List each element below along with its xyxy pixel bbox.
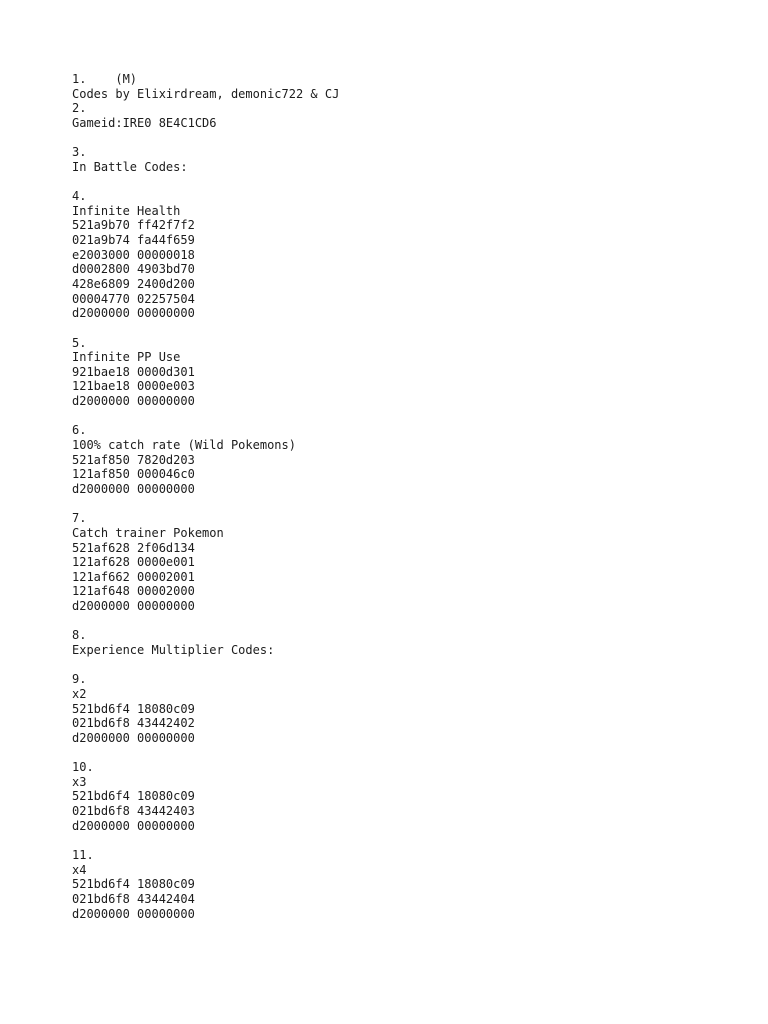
code-section xyxy=(72,145,752,189)
text-line: x2 xyxy=(72,686,87,701)
text-line: 121af648 00002000 xyxy=(72,584,195,599)
cheat-code-document xyxy=(72,72,752,921)
section-number: 4. xyxy=(72,189,87,204)
text-line: Infinite Health xyxy=(72,203,181,218)
text-line xyxy=(72,658,752,673)
text-line: 521a9b70 ff42f7f2 xyxy=(72,218,195,233)
text-line: d0002800 4903bd70 xyxy=(72,262,195,277)
text-line: 121af662 00002001 xyxy=(72,569,195,584)
text-line: d2000000 00000000 xyxy=(72,906,195,921)
code-section xyxy=(72,848,752,921)
code-section xyxy=(72,672,752,760)
section-number: 7. xyxy=(72,511,87,526)
text-line: 021bd6f8 43442403 xyxy=(72,804,195,819)
section-number: 2. xyxy=(72,101,87,116)
code-section xyxy=(72,760,752,848)
code-section xyxy=(72,189,752,335)
text-line: d2000000 00000000 xyxy=(72,818,195,833)
code-section xyxy=(72,628,752,672)
text-line: 521af850 7820d203 xyxy=(72,452,195,467)
text-line: 428e6809 2400d200 xyxy=(72,276,195,291)
text-line: x3 xyxy=(72,774,87,789)
text-line: 521bd6f4 18080c09 xyxy=(72,701,195,716)
text-line xyxy=(72,409,752,424)
section-number: 3. xyxy=(72,145,87,160)
text-line: Experience Multiplier Codes: xyxy=(72,642,275,657)
text-line: 521af628 2f06d134 xyxy=(72,540,195,555)
text-line: 521bd6f4 18080c09 xyxy=(72,789,195,804)
text-line xyxy=(72,745,752,760)
text-line: 521bd6f4 18080c09 xyxy=(72,877,195,892)
code-section xyxy=(72,511,752,628)
code-section xyxy=(72,72,752,101)
text-line xyxy=(72,614,752,629)
text-line: Infinite PP Use xyxy=(72,350,181,365)
text-line xyxy=(72,131,752,146)
section-number: 6. xyxy=(72,423,87,438)
text-line: 921bae18 0000d301 xyxy=(72,364,195,379)
text-line: d2000000 00000000 xyxy=(72,394,195,409)
text-line xyxy=(72,833,752,848)
text-line xyxy=(72,174,752,189)
text-line: e2003000 00000018 xyxy=(72,247,195,262)
text-line: d2000000 00000000 xyxy=(72,481,195,496)
section-number: 5. xyxy=(72,335,87,350)
text-line: d2000000 00000000 xyxy=(72,306,195,321)
text-line xyxy=(72,497,752,512)
text-line: x4 xyxy=(72,862,87,877)
text-line: Catch trainer Pokemon xyxy=(72,525,224,540)
text-line: 121bae18 0000e003 xyxy=(72,379,195,394)
text-line: 021a9b74 fa44f659 xyxy=(72,233,195,248)
section-number: 9. xyxy=(72,672,87,687)
section-number: 8. xyxy=(72,628,87,643)
text-line: 121af850 000046c0 xyxy=(72,467,195,482)
text-line: Codes by Elixirdream, demonic722 & CJ xyxy=(72,86,340,101)
section-number: 1. (M) xyxy=(72,72,138,86)
code-section xyxy=(72,336,752,424)
text-line: Gameid:IRE0 8E4C1CD6 xyxy=(72,115,217,130)
text-line: 021bd6f8 43442402 xyxy=(72,716,195,731)
text-line xyxy=(72,321,752,336)
text-line: 100% catch rate (Wild Pokemons) xyxy=(72,438,296,453)
section-number: 10. xyxy=(72,760,94,775)
code-section xyxy=(72,101,752,145)
text-line: In Battle Codes: xyxy=(72,159,188,174)
text-line: 121af628 0000e001 xyxy=(72,555,195,570)
text-line: 00004770 02257504 xyxy=(72,291,195,306)
code-section xyxy=(72,423,752,511)
text-line: d2000000 00000000 xyxy=(72,599,195,614)
text-line: 021bd6f8 43442404 xyxy=(72,891,195,906)
section-number: 11. xyxy=(72,847,94,862)
text-line: d2000000 00000000 xyxy=(72,730,195,745)
